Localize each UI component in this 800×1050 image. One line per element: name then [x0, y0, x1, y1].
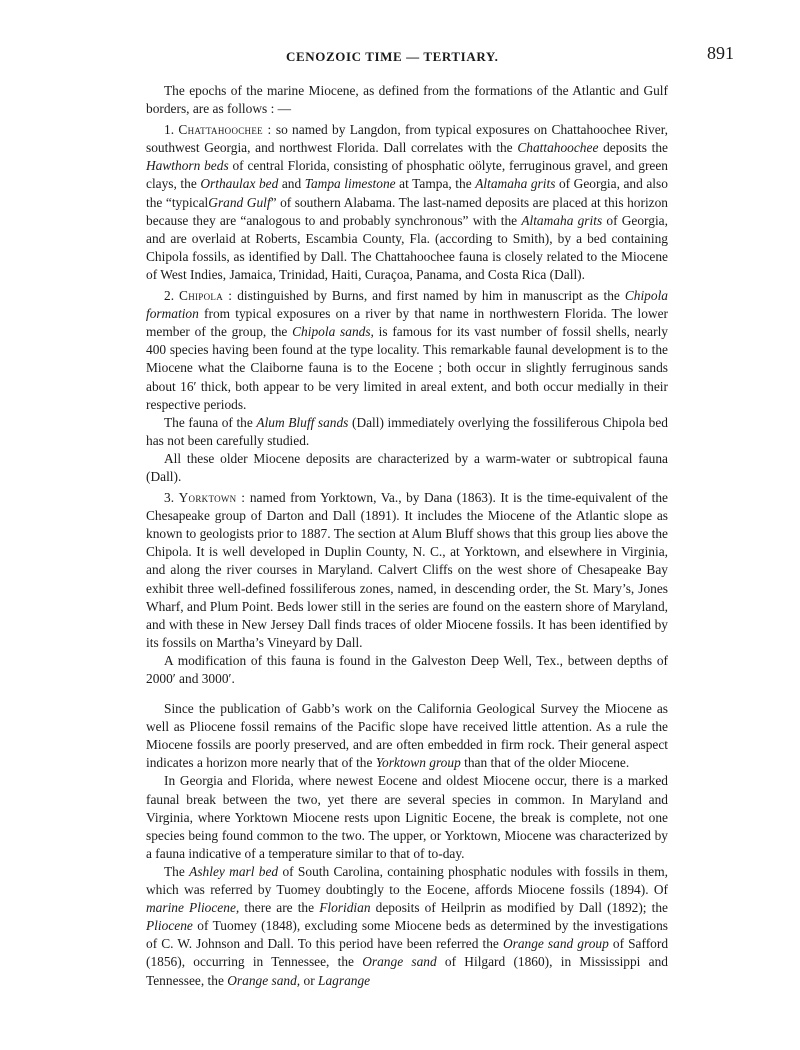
text: A modification of this fauna is found in the Galveston Deep Well, Tex., between depths of 2000′ and 3000′.: [146, 652, 668, 686]
text: named from Yorktown, Va., by Dana (1863). It is the time-equivalent of the Chesapeake group of Darton and Dall (1891). It includes the Miocene of the Atlantic slope as known to geologists prior to 1887. The section at Alum Bluff shows that this group lies above the Chipola. It is well developed in Duplin County, N. C., at Yorktown, and elsewhere in Virginia, and along the river courses in Maryland. Calvert Cliffs on the west shore of Chesapeake Bay exhibit three well-defined fossiliferous zones, named, in descending order, the St. Mary’s, Jones Wharf, and Plum Point. Beds lower still in the series are found on the eastern shore of Maryland, and with these in New Jersey Dall finds traces of older Miocene fossils. It has been identified by its fossils on Martha’s Vineyard by Dall.: [146, 490, 668, 650]
italic-term: Orange sand,: [227, 972, 301, 988]
paragraph-ashley-marl: [146, 863, 668, 990]
epoch-name: Chattahoochee :: [178, 122, 272, 138]
paragraph-galveston: [146, 652, 668, 688]
text: is famous for its vast number of fossil shells, nearly 400 species having been found at the type locality. This remarkable faunal development is to the Miocene what the Claiborne fauna is to the Eocene ; both occur in slightly ferruginous sands about 16′ thick, both appear to be very limited in areal extent, and both occur medially in their respective periods.: [146, 324, 669, 412]
text: The: [164, 863, 185, 879]
text: of Georgia, and also the “typical: [146, 176, 668, 210]
italic-term: Orange sand group: [502, 936, 609, 952]
italic-term: Alum Bluff sands: [256, 414, 349, 430]
italic-term: Orthaulax bed: [200, 176, 279, 192]
paragraph-georgia-florida: [146, 772, 668, 862]
text: of Safford (1856), occurring in Tennessee, the: [146, 936, 669, 970]
epoch-name: Yorktown :: [178, 490, 246, 506]
text: Since the publication of Gabb’s work on the California Geological Survey the Miocene as well as Pliocene fossil remains of the Pacific slope have received little attention. As a rule the Miocene fossils are poorly preserved, and are often embedded in firm rock. Their general aspect indicates a horizon more nearly that of the: [146, 701, 668, 771]
italic-term: Lagrange: [318, 972, 371, 988]
italic-term: Yorktown group: [375, 755, 461, 771]
text: The fauna of the: [164, 414, 253, 430]
paragraph-chattahoochee: [146, 121, 668, 284]
entry-number: 3.: [164, 490, 175, 506]
text: of Hilgard (1860), in Mississippi and Tennessee, the: [146, 954, 668, 988]
text: distinguished by Burns, and first named by him in manuscript as the: [237, 288, 620, 304]
text: The epochs of the marine Miocene, as defined from the formations of the Atlantic and Gulf borders, are as follows : —: [146, 83, 668, 117]
text: than that of the older Miocene.: [464, 755, 630, 771]
paragraph-pacific-slope: [146, 700, 668, 772]
italic-term: Chipola formation: [146, 288, 668, 322]
paragraph-intro: [146, 82, 668, 118]
paragraph-older-miocene: [146, 450, 668, 486]
text: so named by Langdon, from typical exposures on Chattahoochee River, southwest Georgia, and northwest Florida. Dall correlates with the: [146, 122, 668, 156]
page-body: [146, 82, 668, 990]
page-number: 891: [707, 43, 734, 63]
italic-term: Chipola sands,: [292, 324, 374, 340]
entry-number: 2.: [164, 288, 175, 304]
text: and: [281, 176, 302, 192]
text: at Tampa, the: [399, 176, 472, 192]
italic-term: Pliocene: [146, 918, 193, 934]
text: or: [303, 972, 315, 988]
italic-term: Tampa limestone: [304, 176, 396, 192]
text: ” of southern Alabama. The last-named deposits are placed at this horizon because they are “analogous to and probably synchronous” with the: [146, 194, 668, 228]
text: from typical exposures on a river by that name in northwestern Florida. The lower member of the group, the: [146, 306, 668, 340]
italic-term: Orange sand: [362, 954, 437, 970]
italic-term: Ashley marl bed: [189, 863, 279, 879]
text: (Dall) immediately overlying the fossiliferous Chipola bed has not been carefully studied.: [146, 414, 668, 448]
epoch-name: Chipola :: [178, 288, 233, 304]
text: deposits of Heilprin as modified by Dall (1892); the: [375, 900, 668, 916]
text: of central Florida, consisting of phosphatic oölyte, ferruginous gravel, and green clays, the: [146, 158, 668, 192]
text: deposits the: [603, 140, 669, 156]
paragraph-yorktown: [146, 489, 668, 652]
text: of Georgia, and are overlaid at Roberts, Escambia County, Fla. (according to Smith), by a bed containing Chipola fossils, as identified by Dall. The Chattahoochee fauna is closely related to the Miocene of West Indies, Jamaica, Trinidad, Haiti, Curaçoa, Panama, and Costa Rica (Dall).: [146, 212, 668, 282]
italic-term: Altamaha grits: [521, 212, 603, 228]
text: All these older Miocene deposits are characterized by a warm-water or subtropical fauna (Dall).: [146, 450, 668, 484]
text: In Georgia and Florida, where newest Eocene and oldest Miocene occur, there is a marked faunal break between the two, yet there are several species in common. In Maryland and Virginia, where Yorktown Miocene rests upon Lignitic Eocene, the break is complete, not one species being found common to the two. The upper, or Yorktown, Miocene was characterized by a fauna indicative of a temperature similar to that of to-day.: [146, 773, 668, 861]
italic-term: Floridian: [319, 900, 371, 916]
italic-term: Grand Gulf: [208, 194, 271, 210]
italic-term: marine Pliocene,: [146, 900, 240, 916]
text: of Tuomey (1848), excluding some Miocene beds as determined by the investigations of C. W. Johnson and Dall. To this period have been referred the: [146, 918, 668, 952]
text: there are the: [244, 900, 315, 916]
entry-number: 1.: [164, 122, 175, 138]
paragraph-alum-bluff: [146, 414, 668, 450]
italic-term: Chattahoochee: [517, 140, 599, 156]
running-head: CENOZOIC TIME — TERTIARY.: [286, 49, 499, 64]
italic-term: Hawthorn beds: [146, 158, 229, 174]
page-header: [146, 43, 734, 68]
text: of South Carolina, containing phosphatic nodules with fossils in them, which was referred by Tuomey doubtingly to the Eocene, affords Miocene fossils (1894). Of: [146, 863, 668, 898]
paragraph-chipola: [146, 287, 668, 414]
italic-term: Altamaha grits: [475, 176, 556, 192]
